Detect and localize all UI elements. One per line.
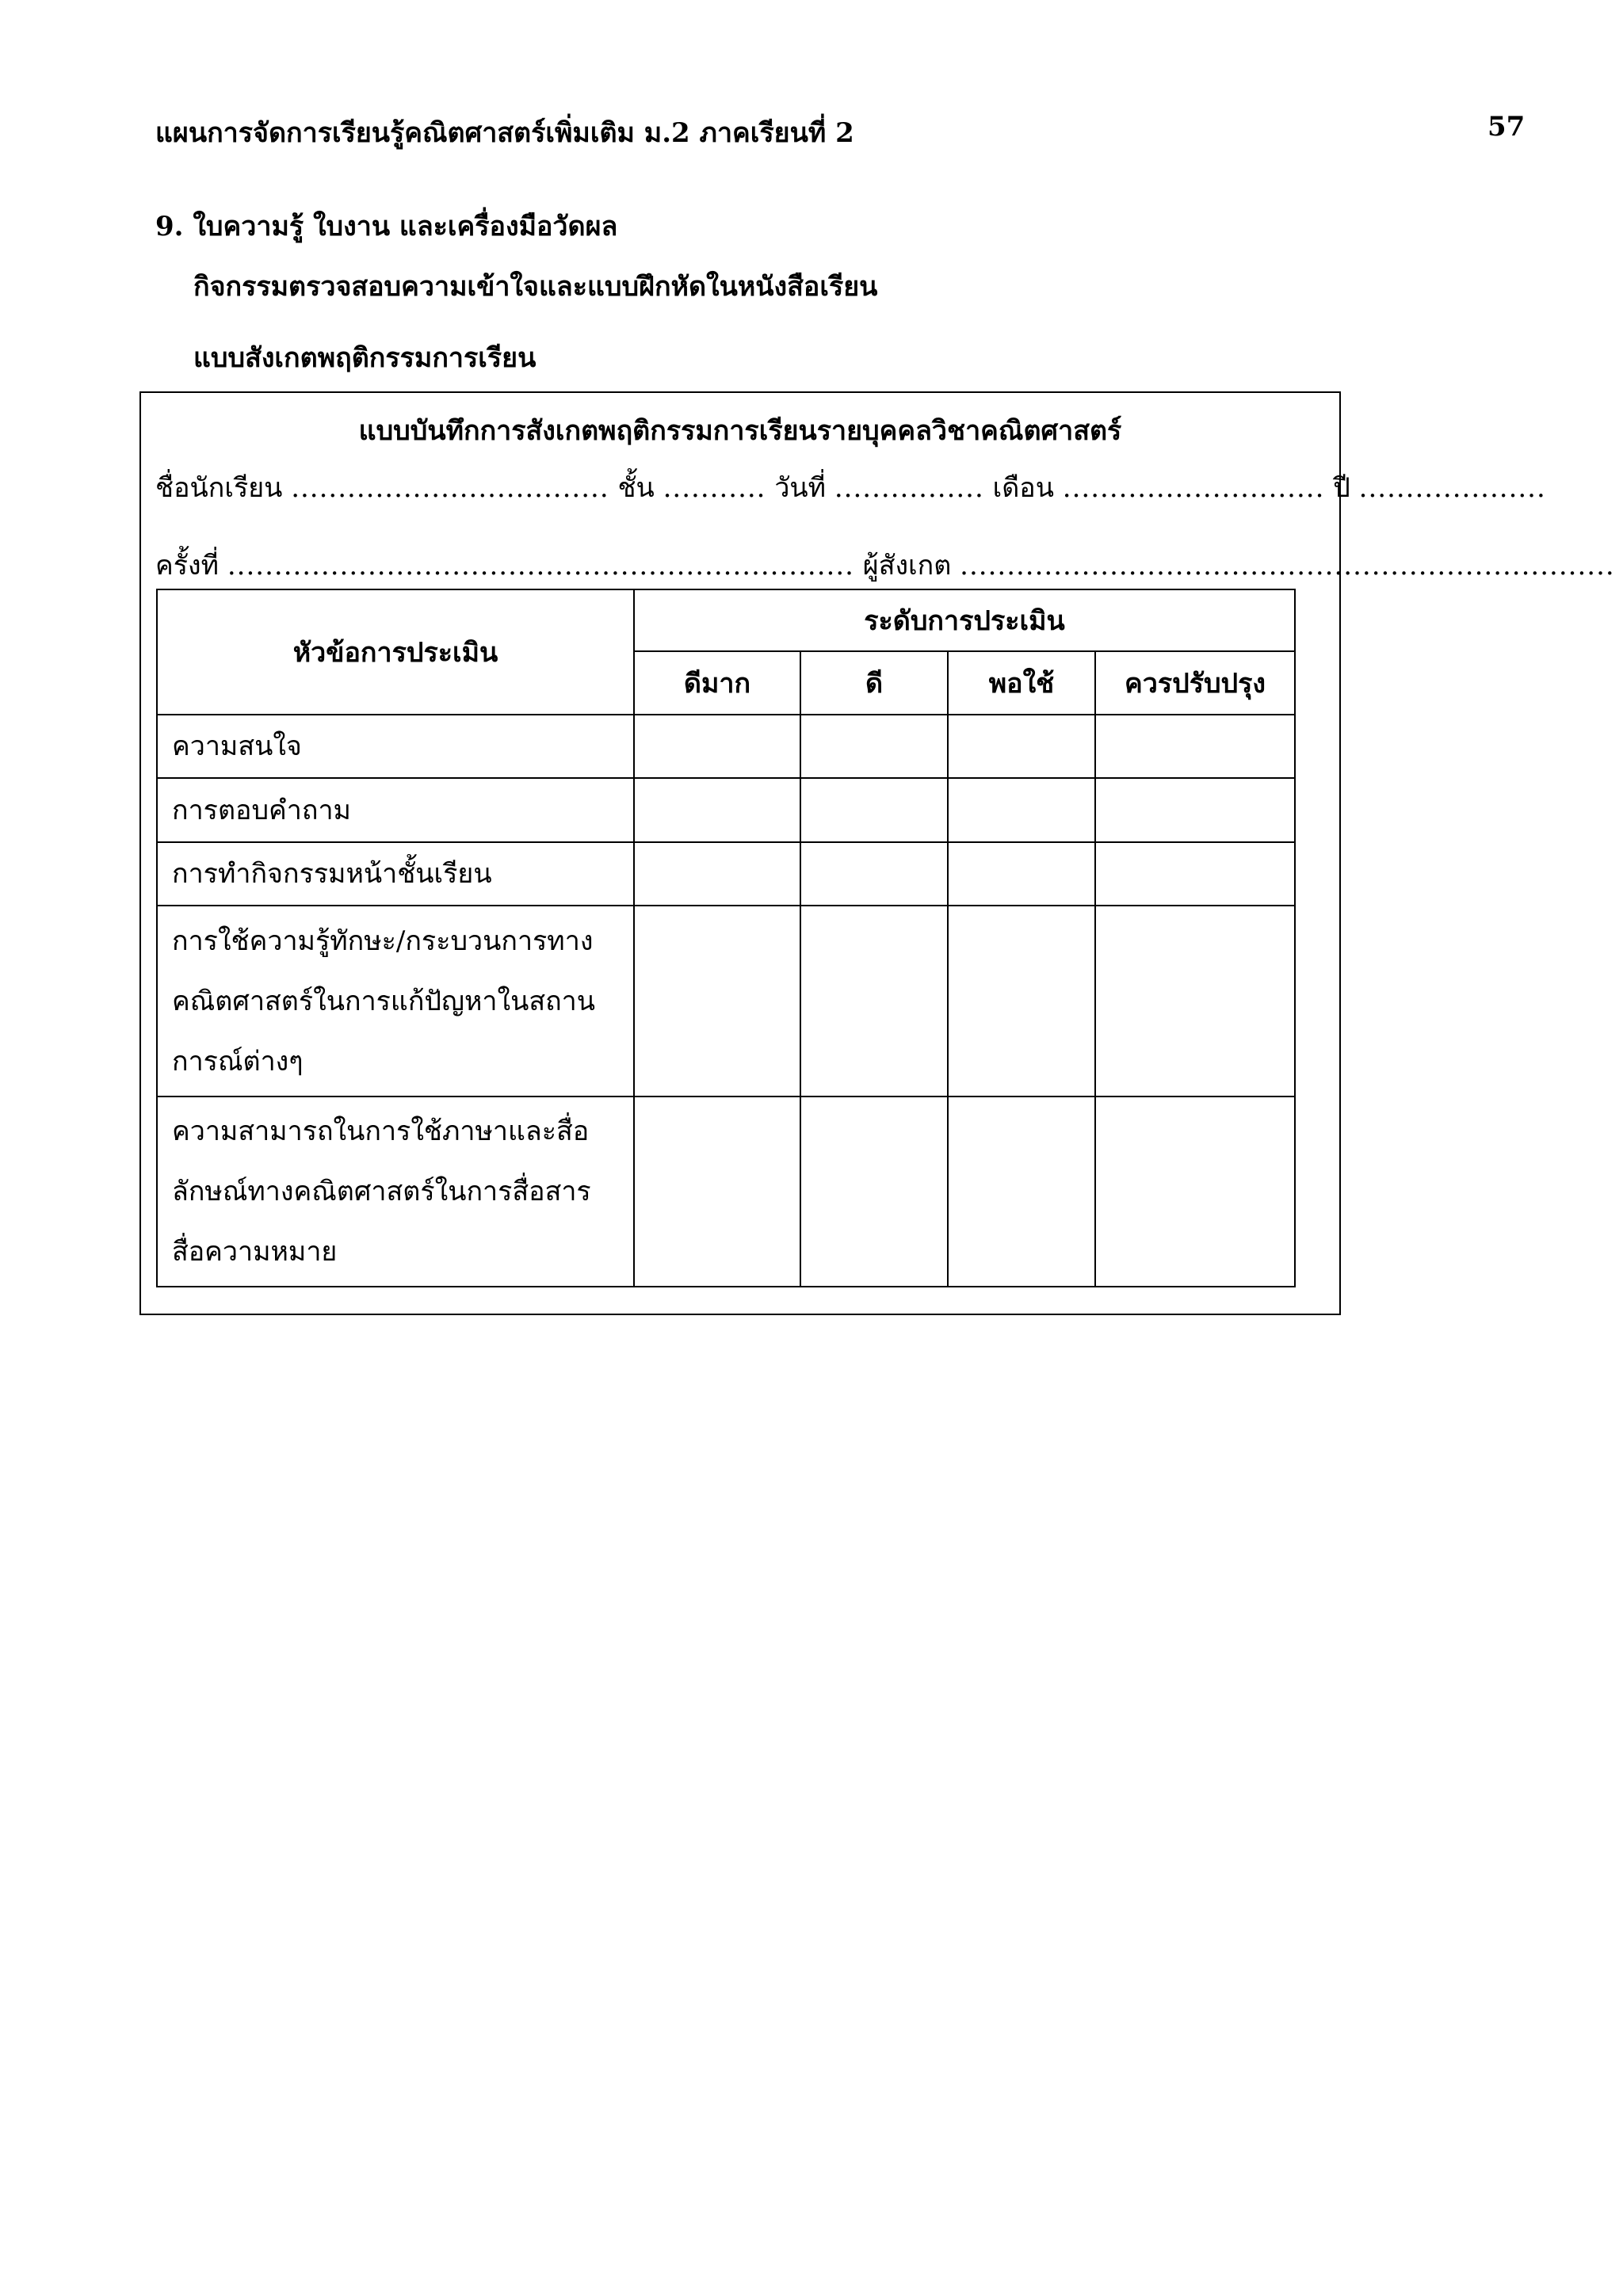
rating-cell[interactable] bbox=[1095, 715, 1295, 778]
form-info-line-2 bbox=[155, 543, 1615, 586]
level-fair: พอใช้ bbox=[948, 651, 1095, 715]
student-name-blank: .................................. bbox=[291, 472, 609, 504]
class-label: ชั้น bbox=[617, 472, 655, 504]
session-label: ครั้งที่ bbox=[155, 550, 220, 582]
rating-cell[interactable] bbox=[1095, 906, 1295, 1097]
topic-line: การณ์ต่างๆ bbox=[172, 1045, 304, 1077]
rating-cell[interactable] bbox=[634, 715, 800, 778]
topic-header: หัวข้อการประเมิน bbox=[157, 589, 634, 715]
topic-cell bbox=[157, 715, 634, 778]
topic-line: ความสนใจ bbox=[172, 730, 302, 762]
date-label: วันที่ bbox=[774, 472, 827, 504]
page-number: 57 bbox=[1487, 111, 1526, 143]
rating-cell[interactable] bbox=[800, 1097, 948, 1287]
year-blank: .................... bbox=[1358, 472, 1546, 504]
page-header-title: แผนการจัดการเรียนรู้คณิตศาสตร์เพิ่มเติม ม.2 ภาคเรียนที่ 2 bbox=[155, 117, 854, 149]
topic-line: ลักษณ์ทางคณิตศาสตร์ในการสื่อสาร bbox=[172, 1176, 591, 1207]
topic-line: คณิตศาสตร์ในการแก้ปัญหาในสถาน bbox=[172, 985, 595, 1017]
topic-cell bbox=[157, 842, 634, 906]
rating-cell[interactable] bbox=[634, 906, 800, 1097]
level-very-good: ดีมาก bbox=[634, 651, 800, 715]
topic-cell bbox=[157, 906, 634, 1097]
form-info-line-1 bbox=[155, 466, 1546, 509]
rating-cell[interactable] bbox=[948, 1097, 1095, 1287]
date-blank: ................ bbox=[834, 472, 984, 504]
section-heading: 9. ใบความรู้ ใบงาน และเครื่องมือวัดผล bbox=[155, 211, 618, 242]
topic-line: ความสามารถในการใช้ภาษาและสื่อ bbox=[172, 1116, 590, 1147]
level-good: ดี bbox=[800, 651, 948, 715]
year-label: ปี bbox=[1333, 472, 1350, 504]
level-header: ระดับการประเมิน bbox=[634, 589, 1295, 651]
rating-cell[interactable] bbox=[800, 715, 948, 778]
rating-cell[interactable] bbox=[634, 842, 800, 906]
table-row bbox=[157, 1097, 1295, 1287]
topic-line: การทำกิจกรรมหน้าชั้นเรียน bbox=[172, 858, 492, 890]
rating-cell[interactable] bbox=[634, 1097, 800, 1287]
evaluation-table bbox=[156, 589, 1296, 1287]
rating-cell[interactable] bbox=[948, 842, 1095, 906]
topic-line: การใช้ความรู้ทักษะ/กระบวนการทาง bbox=[172, 925, 594, 957]
topic-line: สื่อความหมาย bbox=[172, 1236, 338, 1268]
rating-cell[interactable] bbox=[948, 778, 1095, 842]
observer-label: ผู้สังเกต bbox=[862, 550, 952, 582]
month-label: เดือน bbox=[992, 472, 1054, 504]
rating-cell[interactable] bbox=[800, 906, 948, 1097]
topic-line: การตอบคำถาม bbox=[172, 794, 351, 826]
student-name-label: ชื่อนักเรียน bbox=[155, 472, 283, 504]
subheading-activities: กิจกรรมตรวจสอบความเข้าใจและแบบฝึกหัดในหนังสือเรียน bbox=[193, 271, 878, 303]
form-title: แบบบันทึกการสังเกตพฤติกรรมการเรียนรายบุคคลวิชาคณิตศาสตร์ bbox=[358, 415, 1122, 447]
table-header-row bbox=[157, 589, 1295, 651]
table-row bbox=[157, 715, 1295, 778]
class-blank: ........... bbox=[663, 472, 766, 504]
rating-cell[interactable] bbox=[948, 906, 1095, 1097]
rating-cell[interactable] bbox=[800, 778, 948, 842]
observer-blank: ...................................................................... bbox=[960, 550, 1615, 582]
subheading-observation-form: แบบสังเกตพฤติกรรมการเรียน bbox=[193, 342, 537, 374]
rating-cell[interactable] bbox=[1095, 842, 1295, 906]
table-row bbox=[157, 778, 1295, 842]
table-row bbox=[157, 842, 1295, 906]
level-needs-improvement: ควรปรับปรุง bbox=[1095, 651, 1295, 715]
topic-cell bbox=[157, 778, 634, 842]
month-blank: ............................ bbox=[1062, 472, 1325, 504]
observation-form bbox=[139, 391, 1615, 1315]
rating-cell[interactable] bbox=[634, 778, 800, 842]
rating-cell[interactable] bbox=[1095, 1097, 1295, 1287]
table-row bbox=[157, 906, 1295, 1097]
session-blank: ................................................................... bbox=[227, 550, 854, 582]
rating-cell[interactable] bbox=[800, 842, 948, 906]
topic-cell bbox=[157, 1097, 634, 1287]
rating-cell[interactable] bbox=[1095, 778, 1295, 842]
rating-cell[interactable] bbox=[948, 715, 1095, 778]
